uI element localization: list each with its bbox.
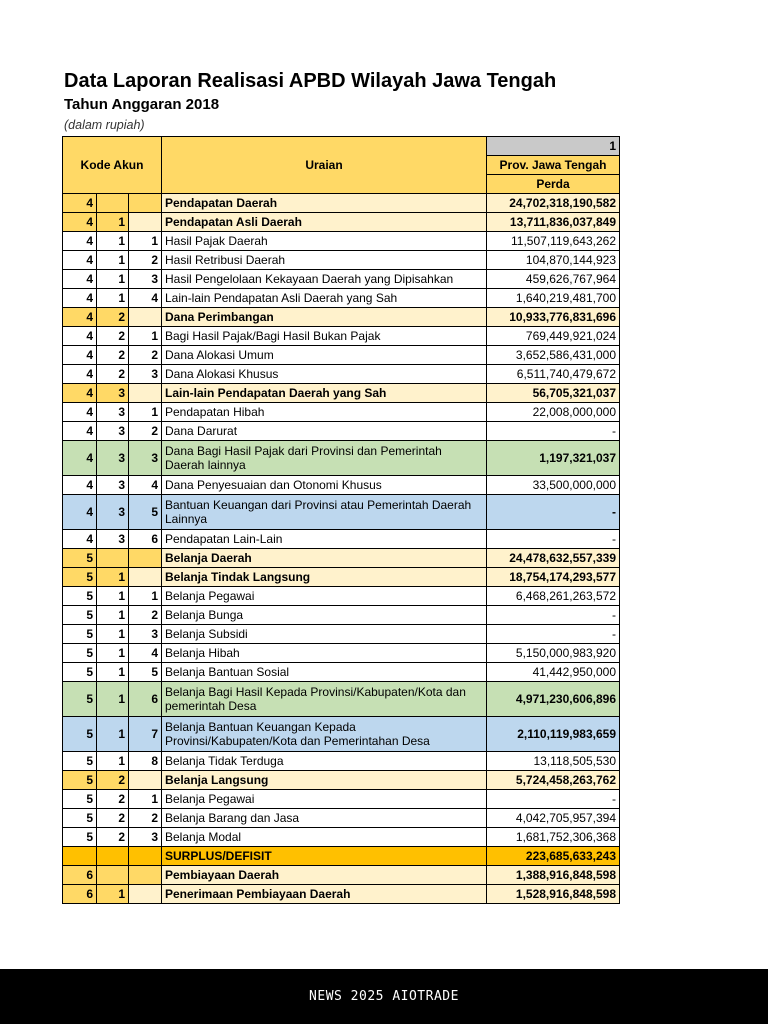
account-code-3: 1	[129, 327, 162, 346]
account-code-2: 1	[97, 270, 129, 289]
account-value: 2,110,119,983,659	[487, 717, 620, 752]
account-value: -	[487, 530, 620, 549]
account-value: 1,640,219,481,700	[487, 289, 620, 308]
account-code-3: 4	[129, 644, 162, 663]
unit-note: (dalam rupiah)	[64, 118, 145, 132]
account-code-3	[129, 885, 162, 904]
account-code-2: 2	[97, 790, 129, 809]
account-value: 104,870,144,923	[487, 251, 620, 270]
account-code-3	[129, 568, 162, 587]
account-code-2: 2	[97, 771, 129, 790]
account-description: Belanja Bantuan Keuangan Kepada Provinsi/Kabupaten/Kota dan Pemerintahan Desa	[162, 717, 487, 752]
account-code-1: 6	[63, 885, 97, 904]
account-code-2: 2	[97, 365, 129, 384]
table-row	[63, 308, 620, 327]
account-description: Belanja Tindak Langsung	[162, 568, 487, 587]
account-code-1: 5	[63, 682, 97, 717]
account-code-1: 5	[63, 625, 97, 644]
account-code-3: 3	[129, 270, 162, 289]
account-description: Dana Bagi Hasil Pajak dari Provinsi dan Pemerintah Daerah lainnya	[162, 441, 487, 476]
account-code-3	[129, 213, 162, 232]
account-code-3	[129, 194, 162, 213]
account-description: Dana Darurat	[162, 422, 487, 441]
table-row	[63, 194, 620, 213]
table-row	[63, 866, 620, 885]
account-description: Penerimaan Pembiayaan Daerah	[162, 885, 487, 904]
account-code-2: 3	[97, 441, 129, 476]
account-code-2: 2	[97, 346, 129, 365]
table-row	[63, 365, 620, 384]
account-description: Belanja Daerah	[162, 549, 487, 568]
account-code-3: 4	[129, 289, 162, 308]
account-value: -	[487, 422, 620, 441]
account-value: 459,626,767,964	[487, 270, 620, 289]
account-value: 41,442,950,000	[487, 663, 620, 682]
table-body	[63, 194, 620, 904]
account-code-2: 1	[97, 568, 129, 587]
account-code-3: 6	[129, 530, 162, 549]
account-code-2: 1	[97, 663, 129, 682]
table-row	[63, 587, 620, 606]
account-code-1: 4	[63, 232, 97, 251]
account-code-3: 5	[129, 495, 162, 530]
account-value: 5,150,000,983,920	[487, 644, 620, 663]
account-description: Bagi Hasil Pajak/Bagi Hasil Bukan Pajak	[162, 327, 487, 346]
account-code-1: 5	[63, 568, 97, 587]
account-code-1: 5	[63, 790, 97, 809]
account-code-3: 1	[129, 403, 162, 422]
account-code-3	[129, 308, 162, 327]
account-code-1: 5	[63, 717, 97, 752]
account-value: 3,652,586,431,000	[487, 346, 620, 365]
account-description: Lain-lain Pendapatan Daerah yang Sah	[162, 384, 487, 403]
account-code-2: 3	[97, 530, 129, 549]
account-value: 24,478,632,557,339	[487, 549, 620, 568]
account-code-1: 4	[63, 194, 97, 213]
account-code-2: 2	[97, 828, 129, 847]
account-code-2: 1	[97, 213, 129, 232]
account-value: 22,008,000,000	[487, 403, 620, 422]
account-value: -	[487, 495, 620, 530]
account-value: -	[487, 625, 620, 644]
account-code-1: 4	[63, 308, 97, 327]
account-description: Hasil Pengelolaan Kekayaan Daerah yang Dipisahkan	[162, 270, 487, 289]
table-row	[63, 384, 620, 403]
account-code-3: 3	[129, 625, 162, 644]
account-value: 33,500,000,000	[487, 476, 620, 495]
account-description: Dana Perimbangan	[162, 308, 487, 327]
account-code-2	[97, 194, 129, 213]
account-code-2: 3	[97, 476, 129, 495]
account-description: Belanja Bantuan Sosial	[162, 663, 487, 682]
account-code-1: 4	[63, 495, 97, 530]
table-row	[63, 828, 620, 847]
account-value: 13,711,836,037,849	[487, 213, 620, 232]
account-code-1: 4	[63, 289, 97, 308]
account-value: 1,197,321,037	[487, 441, 620, 476]
document-subtitle: Tahun Anggaran 2018	[64, 96, 220, 113]
account-description: Belanja Modal	[162, 828, 487, 847]
account-description: Belanja Pegawai	[162, 790, 487, 809]
account-code-3: 3	[129, 365, 162, 384]
account-code-3	[129, 384, 162, 403]
account-description: Belanja Pegawai	[162, 587, 487, 606]
account-code-2: 1	[97, 682, 129, 717]
account-description: Belanja Subsidi	[162, 625, 487, 644]
account-code-1: 4	[63, 403, 97, 422]
account-code-2: 2	[97, 308, 129, 327]
account-description: Lain-lain Pendapatan Asli Daerah yang Sah	[162, 289, 487, 308]
account-code-3: 2	[129, 251, 162, 270]
table-row	[63, 213, 620, 232]
account-description: Dana Alokasi Khusus	[162, 365, 487, 384]
account-code-3: 3	[129, 441, 162, 476]
header-type: Perda	[487, 175, 620, 194]
account-code-3: 7	[129, 717, 162, 752]
account-code-1: 5	[63, 771, 97, 790]
table-row	[63, 327, 620, 346]
account-code-2	[97, 847, 129, 866]
account-code-3: 3	[129, 828, 162, 847]
account-code-2: 1	[97, 644, 129, 663]
table-row	[63, 232, 620, 251]
account-description: Belanja Hibah	[162, 644, 487, 663]
account-code-1: 4	[63, 441, 97, 476]
account-value: 6,511,740,479,672	[487, 365, 620, 384]
table-row	[63, 809, 620, 828]
account-code-1: 4	[63, 384, 97, 403]
document-title: Data Laporan Realisasi APBD Wilayah Jawa Tengah	[64, 70, 557, 92]
table-row	[63, 771, 620, 790]
account-code-1: 4	[63, 213, 97, 232]
account-code-3: 5	[129, 663, 162, 682]
account-value: 4,971,230,606,896	[487, 682, 620, 717]
account-code-2: 1	[97, 752, 129, 771]
account-description: Pendapatan Lain-Lain	[162, 530, 487, 549]
account-description: Belanja Bagi Hasil Kepada Provinsi/Kabupaten/Kota dan pemerintah Desa	[162, 682, 487, 717]
account-description: Belanja Langsung	[162, 771, 487, 790]
table-row	[63, 568, 620, 587]
table-row	[63, 625, 620, 644]
account-code-2: 1	[97, 625, 129, 644]
table-row	[63, 495, 620, 530]
table-row	[63, 422, 620, 441]
budget-table	[62, 136, 620, 904]
account-code-2: 1	[97, 587, 129, 606]
header-column-number: 1	[487, 137, 620, 156]
account-code-2	[97, 866, 129, 885]
account-value: 769,449,921,024	[487, 327, 620, 346]
account-code-3: 1	[129, 587, 162, 606]
account-code-3	[129, 847, 162, 866]
table-row	[63, 847, 620, 866]
account-code-1: 4	[63, 327, 97, 346]
table-row	[63, 251, 620, 270]
account-code-2: 1	[97, 251, 129, 270]
account-description: Dana Penyesuaian dan Otonomi Khusus	[162, 476, 487, 495]
account-value: 24,702,318,190,582	[487, 194, 620, 213]
account-code-3: 2	[129, 346, 162, 365]
account-code-3: 8	[129, 752, 162, 771]
account-value: 6,468,261,263,572	[487, 587, 620, 606]
account-value: 1,681,752,306,368	[487, 828, 620, 847]
account-description: Pendapatan Hibah	[162, 403, 487, 422]
account-code-1: 5	[63, 549, 97, 568]
account-code-3: 1	[129, 232, 162, 251]
table-header	[63, 137, 620, 194]
account-code-3	[129, 771, 162, 790]
account-code-3: 2	[129, 422, 162, 441]
table-row	[63, 289, 620, 308]
account-code-2: 1	[97, 289, 129, 308]
account-code-1: 5	[63, 663, 97, 682]
account-code-2: 3	[97, 422, 129, 441]
account-code-1: 4	[63, 422, 97, 441]
table-row	[63, 530, 620, 549]
table-row	[63, 717, 620, 752]
account-code-1: 5	[63, 587, 97, 606]
account-description: Belanja Tidak Terduga	[162, 752, 487, 771]
account-value: 1,528,916,848,598	[487, 885, 620, 904]
account-code-2: 3	[97, 403, 129, 422]
account-code-1: 5	[63, 828, 97, 847]
account-description: Pembiayaan Daerah	[162, 866, 487, 885]
account-code-1: 5	[63, 606, 97, 625]
account-code-2: 3	[97, 495, 129, 530]
account-code-1: 5	[63, 644, 97, 663]
header-uraian: Uraian	[162, 137, 487, 194]
account-value: 56,705,321,037	[487, 384, 620, 403]
account-value: -	[487, 790, 620, 809]
account-value: 5,724,458,263,762	[487, 771, 620, 790]
account-description: Pendapatan Daerah	[162, 194, 487, 213]
account-code-3: 4	[129, 476, 162, 495]
account-value: 13,118,505,530	[487, 752, 620, 771]
account-value: 4,042,705,957,394	[487, 809, 620, 828]
table-row	[63, 549, 620, 568]
account-code-1: 5	[63, 752, 97, 771]
table-row	[63, 790, 620, 809]
table-row	[63, 885, 620, 904]
footer-text: NEWS 2025 AIOTRADE	[309, 989, 459, 1004]
account-description: Bantuan Keuangan dari Provinsi atau Pemerintah Daerah Lainnya	[162, 495, 487, 530]
account-description: Belanja Barang dan Jasa	[162, 809, 487, 828]
account-code-1: 4	[63, 270, 97, 289]
table-row	[63, 663, 620, 682]
account-code-1	[63, 847, 97, 866]
account-code-3	[129, 549, 162, 568]
account-description: SURPLUS/DEFISIT	[162, 847, 487, 866]
account-code-3: 1	[129, 790, 162, 809]
account-value: -	[487, 606, 620, 625]
account-description: Pendapatan Asli Daerah	[162, 213, 487, 232]
account-code-1: 4	[63, 251, 97, 270]
table-row	[63, 606, 620, 625]
table-row	[63, 476, 620, 495]
table-row	[63, 270, 620, 289]
account-code-2: 3	[97, 384, 129, 403]
account-code-2: 1	[97, 717, 129, 752]
table-row	[63, 752, 620, 771]
account-code-2: 1	[97, 885, 129, 904]
account-code-2: 1	[97, 606, 129, 625]
footer-banner	[0, 969, 768, 1024]
account-code-1: 6	[63, 866, 97, 885]
account-code-2	[97, 549, 129, 568]
account-code-3	[129, 866, 162, 885]
account-value: 11,507,119,643,262	[487, 232, 620, 251]
table-row	[63, 682, 620, 717]
account-code-1: 4	[63, 365, 97, 384]
table-row	[63, 403, 620, 422]
account-code-2: 2	[97, 327, 129, 346]
account-value: 18,754,174,293,577	[487, 568, 620, 587]
account-code-1: 4	[63, 476, 97, 495]
account-code-1: 4	[63, 346, 97, 365]
account-description: Belanja Bunga	[162, 606, 487, 625]
account-code-1: 5	[63, 809, 97, 828]
account-description: Hasil Pajak Daerah	[162, 232, 487, 251]
account-value: 223,685,633,243	[487, 847, 620, 866]
account-description: Dana Alokasi Umum	[162, 346, 487, 365]
header-kode-akun: Kode Akun	[63, 137, 162, 194]
account-value: 1,388,916,848,598	[487, 866, 620, 885]
table-row	[63, 346, 620, 365]
table-row	[63, 644, 620, 663]
account-code-3: 2	[129, 606, 162, 625]
account-value: 10,933,776,831,696	[487, 308, 620, 327]
header-region: Prov. Jawa Tengah	[487, 156, 620, 175]
account-code-2: 1	[97, 232, 129, 251]
account-code-3: 2	[129, 809, 162, 828]
account-code-1: 4	[63, 530, 97, 549]
table-row	[63, 441, 620, 476]
account-description: Hasil Retribusi Daerah	[162, 251, 487, 270]
account-code-3: 6	[129, 682, 162, 717]
account-code-2: 2	[97, 809, 129, 828]
